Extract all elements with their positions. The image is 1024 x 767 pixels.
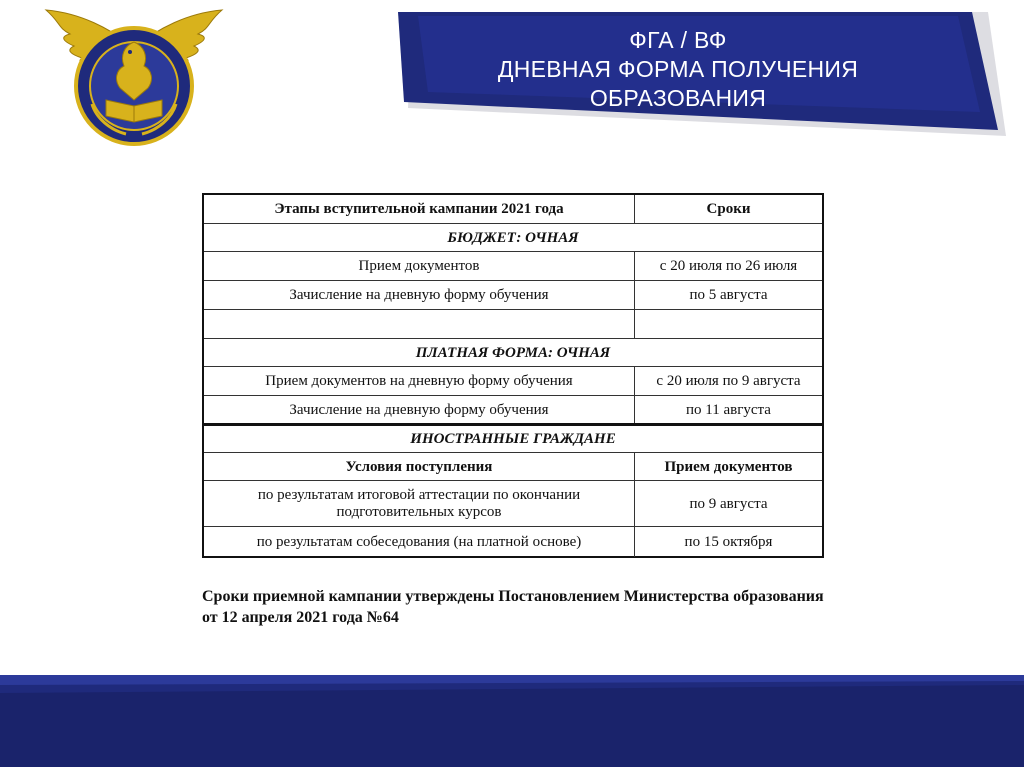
approval-note: Сроки приемной кампании утверждены Постановлением Министерства образования от 12 апреля 2021 года №64: [202, 588, 824, 626]
title-line-3: ОБРАЗОВАНИЯ: [589, 85, 767, 111]
page-title: [468, 26, 888, 113]
table-row: [204, 366, 822, 396]
admission-schedule-table: [202, 193, 824, 558]
condition-cell: по результатам итоговой аттестации по окончании подготовительных курсов: [204, 481, 635, 527]
header-stages: Этапы вступительной кампании 2021 года: [204, 195, 635, 223]
term-cell: по 9 августа: [689, 495, 768, 512]
header-conditions: Условия поступления: [204, 453, 635, 481]
stage-cell: Прием документов: [204, 252, 635, 281]
section-row: [204, 223, 822, 252]
table-row: [204, 280, 822, 310]
section-budget: БЮДЖЕТ: ОЧНАЯ: [447, 229, 579, 246]
section-foreign: ИНОСТРАННЫЕ ГРАЖДАНЕ: [410, 431, 616, 447]
table-row: [204, 480, 822, 527]
table-header-row: [204, 195, 822, 223]
term-cell: по 15 октября: [684, 533, 773, 550]
term-cell: с 20 июля по 26 июля: [659, 258, 798, 274]
empty-row: [204, 309, 822, 339]
term-cell: по 11 августа: [686, 401, 771, 418]
title-line-1: ФГА / ВФ: [629, 27, 727, 53]
stage-cell: Прием документов на дневную форму обучения: [204, 367, 635, 396]
footer-band: [0, 675, 1024, 767]
foreign-header-row: [204, 452, 822, 481]
table-row: [204, 395, 822, 424]
term-cell: по 5 августа: [689, 287, 768, 303]
empty-cell: [204, 310, 635, 339]
title-line-2: ДНЕВНАЯ ФОРМА ПОЛУЧЕНИЯ: [497, 56, 859, 82]
section-row: [204, 423, 822, 453]
term-cell: с 20 июля по 9 августа: [656, 373, 801, 389]
table-row: [204, 251, 822, 281]
stage-cell: Зачисление на дневную форму обучения: [204, 396, 635, 424]
condition-cell: по результатам собеседования (на платной основе): [204, 527, 635, 557]
header-terms: Сроки: [706, 200, 751, 217]
section-paid: ПЛАТНАЯ ФОРМА: ОЧНАЯ: [415, 344, 611, 361]
section-row: [204, 338, 822, 367]
header-documents: Прием документов: [664, 458, 793, 475]
academy-emblem-icon: [40, 8, 228, 148]
table-row: [204, 526, 822, 557]
title-banner: [398, 12, 1008, 142]
empty-cell: [635, 310, 822, 339]
stage-cell: Зачисление на дневную форму обучения: [204, 281, 635, 310]
